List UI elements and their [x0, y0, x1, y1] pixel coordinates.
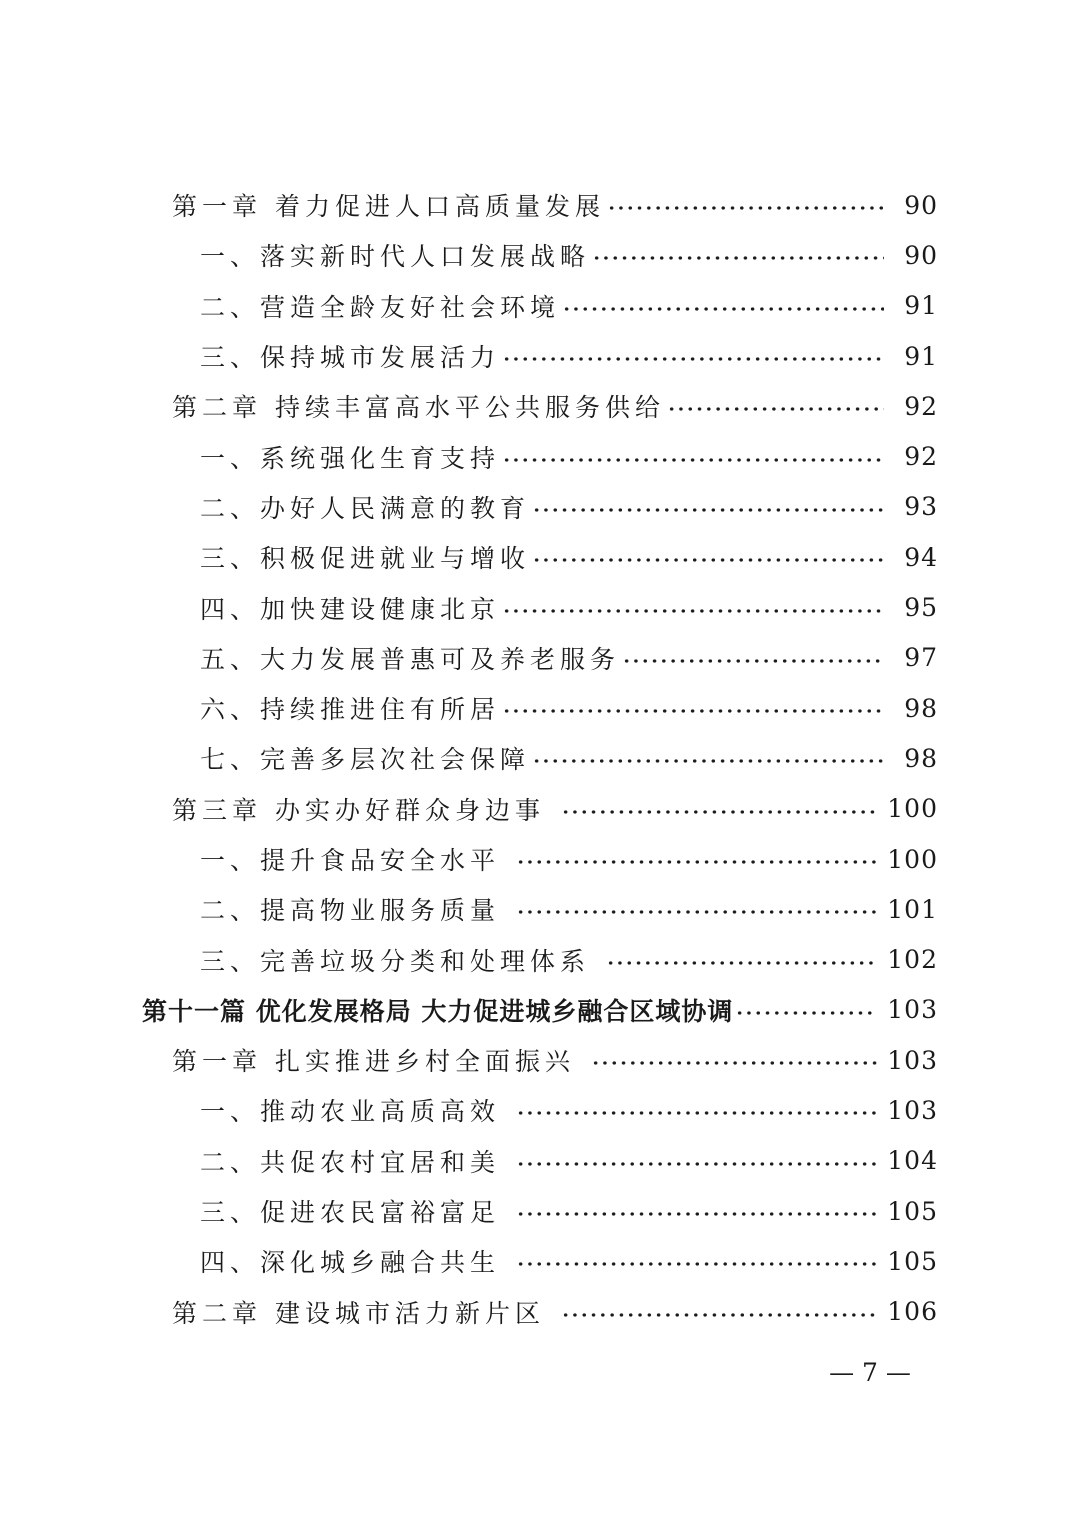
toc-entry-title: 二、提高物业服务质量	[200, 896, 501, 926]
toc-entry-section[interactable]	[0, 230, 1080, 280]
toc-entry-section[interactable]	[0, 733, 1080, 783]
toc-entry-section[interactable]	[0, 683, 1080, 733]
dot-leader	[502, 609, 884, 613]
toc-entry-chapter[interactable]	[0, 1287, 1080, 1337]
toc-entry-section[interactable]	[0, 633, 1080, 683]
toc-entry-section[interactable]	[0, 1186, 1080, 1236]
dot-leader	[561, 1313, 877, 1317]
toc-entry-title: 第一章 扎实推进乡村全面振兴	[172, 1047, 575, 1077]
toc-entry-page-number: 103	[887, 1095, 938, 1125]
dot-leader	[502, 357, 884, 361]
toc-entry-page-number: 106	[887, 1297, 938, 1327]
toc-entry-title: 七、完善多层次社会保障	[200, 745, 531, 775]
dot-leader	[516, 910, 877, 914]
toc-entry-chapter[interactable]	[0, 381, 1080, 431]
toc-entry-page-number: 103	[887, 995, 938, 1025]
dot-leader	[502, 458, 884, 462]
toc-entry-title: 三、保持城市发展活力	[200, 343, 501, 373]
toc-entry-title: 第一章 着力促进人口高质量发展	[172, 192, 605, 222]
toc-entry-title: 四、深化城乡融合共生	[200, 1248, 501, 1278]
toc-entry-page-number: 92	[904, 391, 938, 421]
dot-leader	[502, 709, 884, 713]
dot-leader	[606, 961, 877, 965]
toc-entry-section[interactable]	[0, 834, 1080, 884]
toc-entry-chapter[interactable]	[0, 180, 1080, 230]
dot-leader	[516, 860, 877, 864]
toc-entry-title: 第三章 办实办好群众身边事	[172, 795, 545, 825]
toc-entry-title: 一、提升食品安全水平	[200, 846, 501, 875]
toc-entry-page-number: 97	[904, 643, 938, 673]
toc-entry-title: 一、系统强化生育支持	[200, 443, 501, 473]
toc-entry-title: 三、完善垃圾分类和处理体系	[200, 946, 591, 976]
toc-entry-title: 第二章 建设城市活力新片区	[172, 1298, 545, 1328]
toc-entry-title: 第二章 持续丰富高水平公共服务供给	[172, 393, 665, 423]
toc-entry-page-number: 94	[904, 542, 938, 572]
dot-leader	[562, 307, 884, 311]
toc-entry-section[interactable]	[0, 1236, 1080, 1286]
toc-entry-page-number: 90	[904, 240, 938, 270]
dot-leader	[592, 256, 884, 260]
dot-leader	[591, 1061, 877, 1065]
dot-leader	[516, 1162, 877, 1166]
toc-entry-page-number: 92	[904, 442, 938, 472]
dot-leader	[516, 1111, 877, 1115]
toc-entry-page-number: 101	[887, 894, 938, 924]
toc-entry-page-number: 100	[887, 794, 938, 824]
toc-entry-title: 四、加快建设健康北京	[200, 594, 501, 624]
toc-entry-page-number: 98	[904, 743, 938, 773]
toc-entry-chapter[interactable]	[0, 784, 1080, 834]
toc-entry-section[interactable]	[0, 884, 1080, 934]
toc-entry-title: 一、落实新时代人口发展战略	[200, 242, 591, 272]
toc-entry-page-number: 100	[887, 844, 938, 874]
toc-entry-title: 三、促进农民富裕富足	[200, 1198, 501, 1228]
toc-entry-page-number: 104	[887, 1146, 938, 1176]
toc-entry-title: 二、营造全龄友好社会环境	[200, 292, 561, 322]
dot-leader	[532, 558, 884, 562]
dot-leader	[532, 759, 884, 763]
page-number-footer: — 7 —	[829, 1358, 911, 1387]
toc-entry-title: 二、共促农村宜居和美	[200, 1147, 501, 1177]
toc-entry-title: 五、大力发展普惠可及养老服务	[200, 644, 621, 674]
toc-entry-section[interactable]	[0, 431, 1080, 481]
toc-entry-page-number: 90	[904, 190, 938, 220]
toc-entry-page-number: 105	[887, 1196, 938, 1226]
toc-entry-section[interactable]	[0, 582, 1080, 632]
toc-entry-section[interactable]	[0, 532, 1080, 582]
dot-leader	[607, 206, 884, 210]
dot-leader	[516, 1262, 877, 1266]
toc-entry-title: 三、积极促进就业与增收	[200, 544, 531, 574]
toc-entry-section[interactable]	[0, 934, 1080, 984]
toc-entry-title: 六、持续推进住有所居	[200, 695, 501, 725]
toc-entry-page-number: 98	[904, 693, 938, 723]
dot-leader	[561, 810, 877, 814]
dot-leader	[516, 1212, 877, 1216]
toc-entry-section[interactable]	[0, 1136, 1080, 1186]
dot-leader	[735, 1011, 877, 1015]
dot-leader	[667, 407, 884, 411]
toc-entry-section[interactable]	[0, 1085, 1080, 1135]
toc-entry-title: 二、办好人民满意的教育	[200, 493, 531, 523]
toc-entry-section[interactable]	[0, 281, 1080, 331]
table-of-contents	[0, 180, 1080, 1337]
toc-entry-title: 第十一篇 优化发展格局 大力促进城乡融合区域协调	[142, 996, 734, 1026]
toc-entry-chapter[interactable]	[0, 1035, 1080, 1085]
toc-entry-page-number: 91	[904, 291, 938, 321]
toc-entry-part[interactable]	[0, 985, 1080, 1035]
toc-entry-page-number: 103	[887, 1045, 938, 1075]
toc-entry-section[interactable]	[0, 482, 1080, 532]
toc-entry-page-number: 93	[904, 492, 938, 522]
toc-entry-page-number: 105	[887, 1246, 938, 1276]
toc-entry-page-number: 102	[887, 945, 938, 975]
toc-entry-section[interactable]	[0, 331, 1080, 381]
toc-entry-page-number: 91	[904, 341, 938, 371]
dot-leader	[532, 508, 884, 512]
dot-leader	[622, 659, 884, 663]
toc-entry-title: 一、推动农业高质高效	[200, 1097, 501, 1127]
toc-entry-page-number: 95	[904, 593, 938, 623]
